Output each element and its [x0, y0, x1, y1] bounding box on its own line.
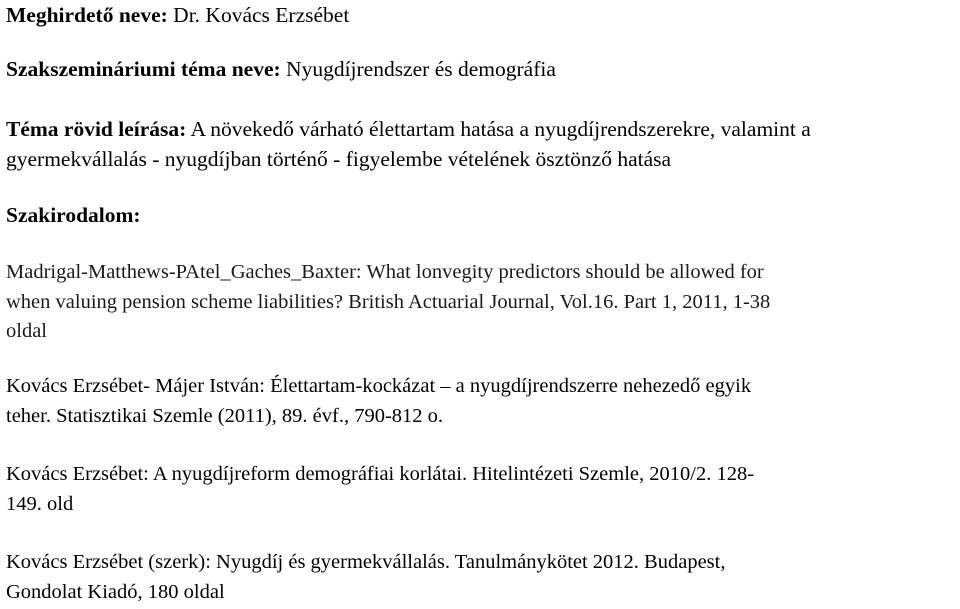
reference-3-line-2: 149. old: [6, 492, 74, 515]
reference-3: [6, 460, 954, 519]
advertiser-value: Dr. Kovács Erzsébet: [173, 3, 350, 27]
advertiser-label: Meghirdető neve:: [6, 3, 168, 27]
reference-2-line-2: teher. Statisztikai Szemle (2011), 89. évf., 790-812 o.: [6, 404, 444, 427]
reference-2: [6, 372, 954, 431]
description-line-1: A növekedő várható élettartam hatása a nyugdíjrendszerekre, valamint a: [190, 117, 811, 141]
description-line-2: gyermekvállalás - nyugdíjban történő - figyelembe vételének ösztönző hatása: [6, 147, 672, 171]
description-field: [6, 114, 811, 174]
reference-4-line-1: Kovács Erzsébet (szerk): Nyugdíj és gyermekvállalás. Tanulmánykötet 2012. Budapest,: [6, 551, 726, 573]
topic-field: [6, 54, 556, 84]
advertiser-field: [6, 0, 349, 30]
description-label: Téma rövid leírása:: [6, 117, 187, 141]
reference-1-line-3: oldal: [6, 320, 47, 342]
reference-1-line-1: [6, 258, 954, 288]
reference-4-line-2: Gondolat Kiadó, 180 oldal: [6, 580, 225, 603]
topic-label: Szakszemináriumi téma neve:: [6, 57, 281, 81]
literature-heading: Szakirodalom:: [6, 203, 141, 227]
reference-4: [6, 548, 954, 607]
topic-value: Nyugdíjrendszer és demográfia: [286, 57, 556, 81]
reference-1: [6, 258, 954, 347]
reference-1-line-1-text: Madrigal-Matthews-PAtel_Gaches_Baxter: What lonvegity predictors should be allowed for: [6, 261, 764, 283]
reference-3-line-1: Kovács Erzsébet: A nyugdíjreform demográfiai korlátai. Hitelintézeti Szemle, 2010/2. 128-: [6, 463, 755, 485]
reference-2-line-1: Kovács Erzsébet- Májer István: Élettartam-kockázat – a nyugdíjrendszerre nehezedő egyik: [6, 375, 752, 397]
reference-1-line-2: when valuing pension scheme liabilities? British Actuarial Journal, Vol.16. Part 1, 2011, 1-38: [6, 290, 771, 313]
